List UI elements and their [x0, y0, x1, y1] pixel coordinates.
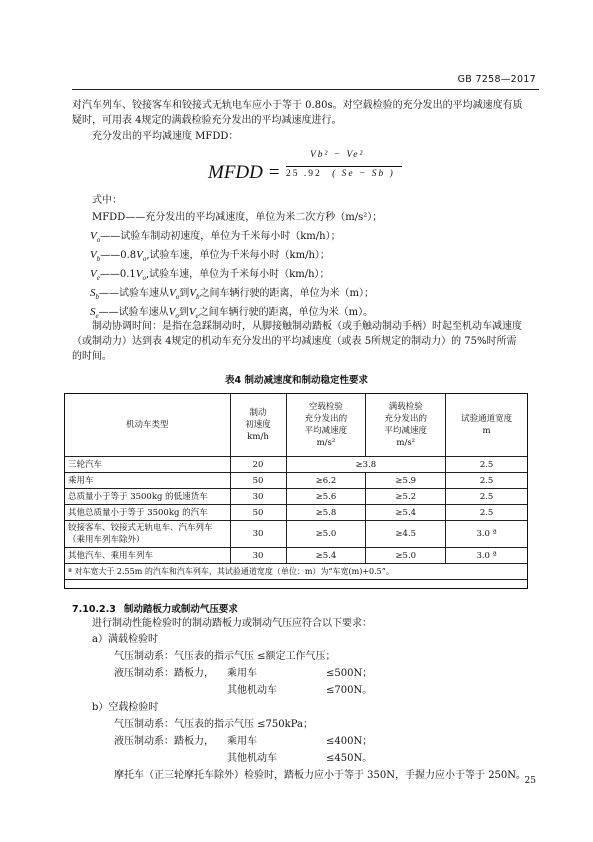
def-ve: $V_e——0.1V_o$,试验车速，单位为千米每小时（km/h）； [90, 268, 330, 283]
cell-width: 2.5 [446, 505, 528, 521]
table-row [65, 489, 528, 505]
denominator-expr: ( Se − Sb ) [332, 169, 395, 179]
header-lane-width: 试验通道宽度 m [446, 394, 528, 457]
def-se: $S_e——$试验车速从$V_o$到$V_e$之间车辆行驶的距离，单位为米（m）。 [90, 306, 374, 321]
cell-speed: 30 [230, 521, 286, 548]
section-heading: 7.10.2.3 制动踏板力或制动气压要求 [72, 604, 238, 615]
cell-speed: 30 [230, 548, 286, 564]
formula-lhs: MFDD = [208, 162, 281, 183]
def-mfdd: MFDD——充分发出的平均减速度，单位为米二次方秒（m/s²）； [92, 212, 383, 223]
item-b-other: 其他机动车 [227, 753, 277, 764]
cell-full: ≥5.9 [366, 473, 446, 489]
mfdd-formula [208, 150, 408, 190]
item-b-other-value: ≤450N。 [326, 753, 373, 764]
table-footnote: ª 对车宽大于 2.55m 的汽车和汽车列车，其试验通道宽度（单位：m）为“车宽(m)+0.5”。 [65, 564, 528, 580]
cell-type: 三轮汽车 [65, 457, 231, 473]
item-a-label: a）满载检验时 [92, 634, 158, 645]
mfdd-intro: 充分发出的平均减速度 MFDD： [92, 131, 239, 142]
item-b-air: 气压制动系：气压表的指示气压 ≤750kPa； [114, 719, 313, 730]
cell-width: 3.0 ª [446, 548, 528, 564]
cell-type: 乘用车 [65, 473, 231, 489]
header-initial-speed: 制动 初速度 km/h [230, 394, 286, 457]
symbol-se: $S_e$ [90, 306, 99, 321]
header-vehicle-type: 机动车类型 [65, 394, 231, 457]
cell-empty: ≥5.4 [286, 548, 366, 564]
symbol-v0: $V_o$ [90, 230, 101, 245]
page-number: 25 [524, 776, 536, 786]
item-a-passenger: 乘用车 [227, 668, 257, 679]
item-a-passenger-value: ≤500N； [326, 668, 373, 679]
motorcycle-requirement: 摩托车（正三轮摩托车除外）检验时，踏板力应小于等于 350N，手握力应小于等于 250N。 [114, 770, 527, 781]
header-empty-decel: 空载检验 充分发出的 平均减速度 m/s² [286, 394, 366, 457]
brake-requirements-table [64, 393, 528, 580]
table-row [65, 473, 528, 489]
cell-type: 铰接客车、铰接式无轨电车、汽车列车 （乘用车列车除外） [65, 521, 231, 548]
item-b-passenger: 乘用车 [227, 736, 257, 747]
cell-speed: 50 [230, 505, 286, 521]
cell-empty: ≥5.8 [286, 505, 366, 521]
item-a-hydraulic-label: 液压制动系：踏板力， [114, 668, 214, 679]
cell-full: ≥5.2 [366, 489, 446, 505]
cell-empty: ≥5.6 [286, 489, 366, 505]
item-a-air: 气压制动系：气压表的指示气压 ≤额定工作气压； [114, 651, 336, 662]
cell-speed: 30 [230, 489, 286, 505]
denominator-coef: 25 .92 [286, 169, 322, 179]
table-row [65, 521, 528, 548]
cell-full: ≥5.0 [366, 548, 446, 564]
header-full-decel: 满载检验 充分发出的 平均减速度 m/s² [366, 394, 446, 457]
cell-empty: ≥5.0 [286, 521, 366, 548]
formula-numerator: Vb² − Ve² [310, 150, 365, 160]
table-row [65, 457, 528, 473]
symbol-vb: $V_b$ [90, 249, 101, 264]
where-label: 式中： [92, 195, 122, 206]
cell-width: 3.0 ª [446, 521, 528, 548]
cell-decel-merged: ≥3.8 [286, 457, 446, 473]
def-vb: $V_b——0.8V_o$,试验车速，单位为千米每小时（km/h）； [90, 249, 330, 264]
intro-line-1: 对汽车列车、铰接客车和铰接式无轨电车应小于等于 0.80s。对空载检验的充分发出的平均减速度有质 [72, 100, 523, 111]
cell-type: 其他总质量小于等于 3500kg 的汽车 [65, 505, 231, 521]
cell-empty: ≥6.2 [286, 473, 366, 489]
fraction-bar [286, 166, 402, 167]
cell-type: 总质量小于等于 3500kg 的低速货车 [65, 489, 231, 505]
item-b-label: b）空载检验时 [92, 702, 159, 713]
cell-width: 2.5 [446, 473, 528, 489]
cell-speed: 50 [230, 473, 286, 489]
header-rule [72, 89, 539, 90]
symbol-ve: $V_e$ [90, 268, 100, 283]
def-sb: $S_b——$试验车速从$V_o$到$V_b$之间车辆行驶的距离，单位为米（m）； [90, 287, 374, 302]
item-b-hydraulic-label: 液压制动系：踏板力， [114, 736, 214, 747]
item-a-other-value: ≤700N。 [326, 685, 373, 696]
formula-denominator [286, 169, 395, 179]
cell-type: 其他汽车、乘用车列车 [65, 548, 231, 564]
coord-line-2: （或制动力）达到表 4规定的机动车充分发出的平均减速度（或表 5所规定的制动力）的 75%时所需 [72, 336, 517, 347]
item-b-passenger-value: ≤400N； [326, 736, 373, 747]
table-header-row [65, 394, 528, 457]
cell-speed: 20 [230, 457, 286, 473]
table-title: 表4 制动减速度和制动稳定性要求 [225, 375, 368, 386]
item-a-other: 其他机动车 [227, 685, 277, 696]
symbol-sb: $S_b$ [90, 287, 99, 302]
coord-line-1: 制动协调时间：是指在急踩制动时，从脚接触制动踏板（或手触动制动手柄）时起至机动车减速度 [92, 321, 522, 332]
def-v0: $V_o——$试验车制动初速度，单位为千米每小时（km/h）； [90, 230, 341, 245]
table-row [65, 505, 528, 521]
standard-code: GB 7258—2017 [457, 74, 536, 85]
table-row [65, 548, 528, 564]
table-footnote-row [65, 564, 528, 580]
section-intro: 进行制动性能检验时的制动踏板力或制动气压应符合以下要求： [92, 618, 372, 629]
coord-line-3: 的时间。 [72, 351, 112, 362]
cell-width: 2.5 [446, 489, 528, 505]
intro-line-2: 疑时，可用表 4规定的满载检验充分发出的平均减速度进行。 [72, 115, 342, 126]
cell-full: ≥4.5 [366, 521, 446, 548]
cell-full: ≥5.4 [366, 505, 446, 521]
cell-width: 2.5 [446, 457, 528, 473]
